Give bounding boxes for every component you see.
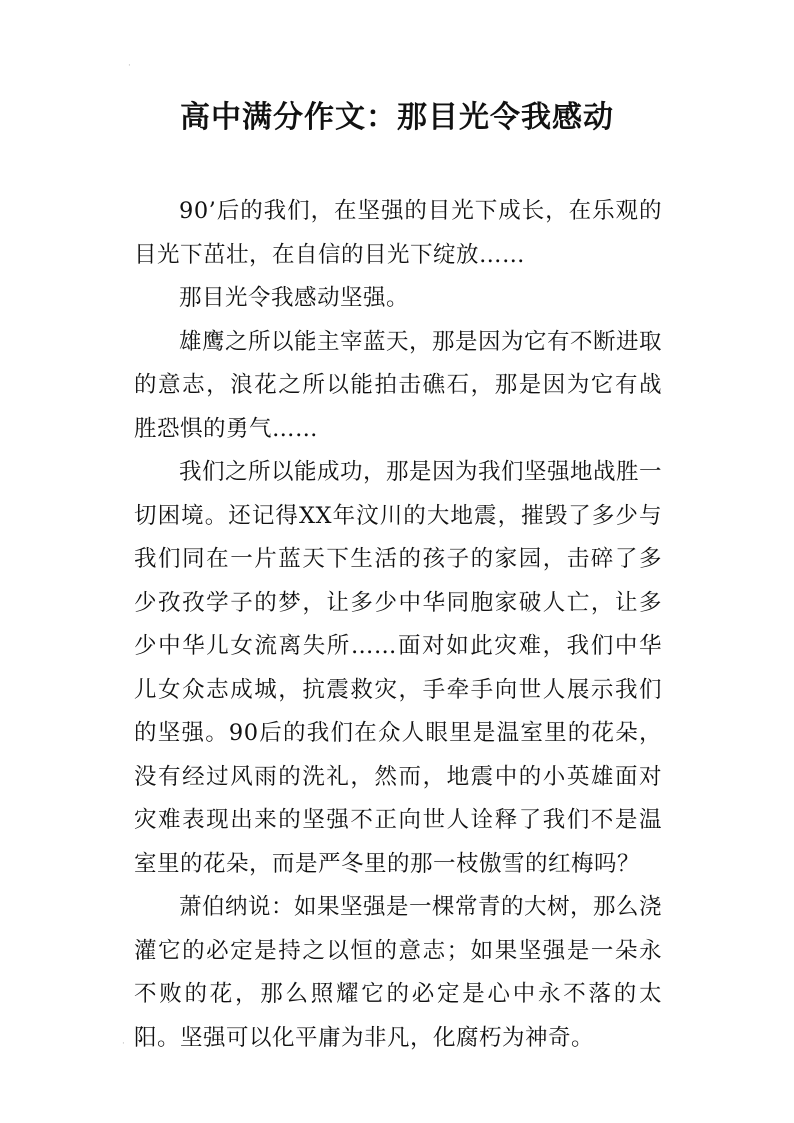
scan-speck: ·: [122, 1039, 125, 1049]
document-body: [134, 190, 662, 1060]
paragraph: 萧伯纳说：如果坚强是一棵常青的大树，那么浇灌它的必定是持之以恒的意志；如果坚强是一朵永不败的花，那么照耀它的必定是心中永不落的太阳。坚强可以化平庸为非凡，化腐朽为神奇。: [134, 894, 663, 1051]
scan-speck: ·: [128, 61, 131, 71]
paragraph: 雄鹰之所以能主宰蓝天，那是因为它有不断进取的意志，浪花之所以能拍击礁石，那是因为它有战胜恐惧的勇气……: [134, 328, 663, 442]
paragraph: 我们之所以能成功，那是因为我们坚强地战胜一切困境。还记得XX年汶川的大地震，摧毁了多少与我们同在一片蓝天下生活的孩子的家园，击碎了多少孜孜学子的梦，让多少中华同胞家破人亡，让多少中华儿女流离失所……面对如此灾难，我们中华儿女众志成城，抗震救灾，手牵手向世人展示我们的坚强。90后的我们在众人眼里是温室里的花朵，没有经过风雨的洗礼，然而，地震中的小英雄面对灾难表现出来的坚强不正向世人诠释了我们不是温室里的花朵，而是严冬里的那一枝傲雪的红梅吗？: [134, 459, 663, 877]
paragraph: 90’后的我们，在坚强的目光下成长，在乐观的目光下茁壮，在自信的目光下绽放……: [134, 198, 662, 268]
document-title: 高中满分作文：那目光令我感动: [180, 100, 614, 135]
paragraph: 那目光令我感动坚强。: [179, 285, 410, 311]
